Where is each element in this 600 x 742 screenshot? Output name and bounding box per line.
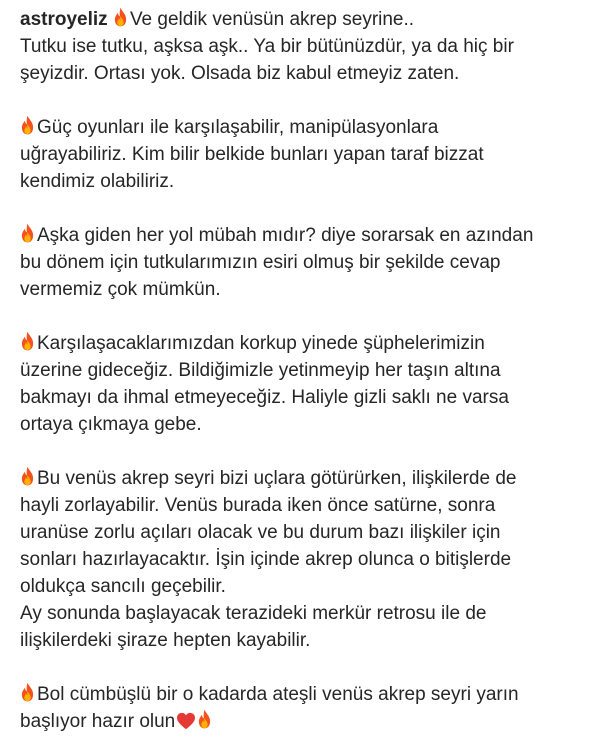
caption-line: sonları hazırlayacaktır. İşin içinde akrep olunca o bitişlerde bbox=[20, 549, 512, 570]
caption-line bbox=[20, 114, 588, 141]
caption-line: bakmayı da ihmal etmeyeceğiz. Haliyle gizli saklı ne varsa bbox=[20, 387, 509, 408]
caption-line: uranüse zorlu açıları olacak ve bu durum bazı ilişkiler için bbox=[20, 522, 501, 543]
caption-paragraph-4 bbox=[20, 330, 588, 438]
username-link[interactable]: astroyeliz bbox=[20, 9, 108, 30]
caption-line bbox=[20, 330, 588, 357]
caption-line: Ay sonunda başlayacak terazideki merkür retrosu ile de bbox=[20, 603, 487, 624]
caption-text: Bol cümbüşlü bir o kadarda ateşli venüs akrep seyri yarın bbox=[37, 684, 519, 705]
caption-paragraph-2 bbox=[20, 114, 588, 195]
caption-line: kendimiz olabiliriz. bbox=[20, 171, 175, 192]
caption-line: ilişkilerdeki şiraze hepten kayabilir. bbox=[20, 630, 311, 651]
caption-text: Güç oyunları ile karşılaşabilir, manipülasyonlara bbox=[37, 117, 439, 138]
red-heart-emoji-icon bbox=[176, 712, 196, 730]
caption-line bbox=[20, 465, 588, 492]
fire-emoji-icon bbox=[20, 115, 35, 135]
caption-paragraph-5 bbox=[20, 465, 588, 654]
caption-line: şeyizdir. Ortası yok. Olsada biz kabul etmeyiz zaten. bbox=[20, 63, 460, 84]
caption-paragraph-3 bbox=[20, 222, 588, 303]
caption-line: hayli zorlayabilir. Venüs burada iken önce satürne, sonra bbox=[20, 495, 496, 516]
caption-line: Tutku ise tutku, aşksa aşk.. Ya bir bütünüzdür, ya da hiç bir bbox=[20, 36, 514, 57]
caption-line: oldukça sancılı geçebilir. bbox=[20, 576, 226, 597]
post-caption bbox=[20, 6, 588, 735]
caption-line bbox=[20, 6, 588, 33]
caption-line bbox=[20, 222, 588, 249]
caption-line: üzerine gideceğiz. Bildiğimizle yetinmeyip her taşın altına bbox=[20, 360, 501, 381]
fire-emoji-icon bbox=[113, 7, 128, 27]
caption-line: bu dönem için tutkularımızın esiri olmuş bir şekilde cevap bbox=[20, 252, 501, 273]
fire-emoji-icon bbox=[20, 223, 35, 243]
caption-text: başlıyor hazır olun bbox=[20, 711, 176, 732]
caption-text: Karşılaşacaklarımızdan korkup yinede şüphelerimizin bbox=[37, 333, 485, 354]
caption-line bbox=[20, 708, 588, 735]
caption-line bbox=[20, 681, 588, 708]
caption-line: uğrayabiliriz. Kim bilir belkide bunları yapan taraf bizzat bbox=[20, 144, 484, 165]
caption-line: ortaya çıkmaya gebe. bbox=[20, 414, 202, 435]
caption-paragraph-1 bbox=[20, 6, 588, 87]
caption-paragraph-6 bbox=[20, 681, 588, 735]
fire-emoji-icon bbox=[20, 331, 35, 351]
fire-emoji-icon bbox=[20, 682, 35, 702]
caption-text: Aşka giden her yol mübah mıdır? diye sorarsak en azından bbox=[37, 225, 534, 246]
caption-text: Bu venüs akrep seyri bizi uçlara götürürken, ilişkilerde de bbox=[37, 468, 517, 489]
caption-text: Ve geldik venüsün akrep seyrine.. bbox=[129, 9, 415, 30]
fire-emoji-icon bbox=[197, 709, 212, 729]
fire-emoji-icon bbox=[20, 466, 35, 486]
caption-line: vermemiz çok mümkün. bbox=[20, 279, 221, 300]
